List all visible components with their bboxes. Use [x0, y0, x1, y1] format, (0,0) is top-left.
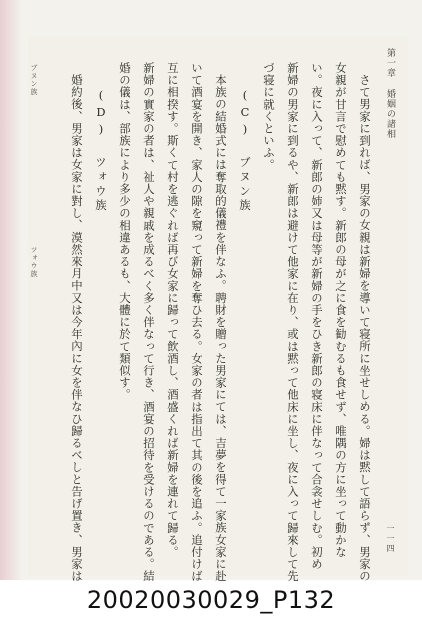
body-line: 新婦の實家の者は、祉人や親戚を成るべく多く伴なって行き、酒宴の招待を受けるのである。結 [142, 62, 156, 583]
body-line: さて男家に到れば、男家の女親は新婦を導いて寝所に坐せしめる。婦は黙して語らず、男家の [358, 74, 372, 583]
section-heading: (C) ブヌン族 [238, 88, 252, 214]
page-number: 一一四 [386, 524, 395, 554]
body-line: 互に相揆す。斯くて村を逃ぐれば再び女家に歸って飲酒し、酒盛くれば新婦を連れて歸る。 [166, 62, 180, 559]
body-line: 婚の儀は、部族により多少の相違あるも、大體に於て類似す。 [118, 62, 132, 401]
body-line: 本族の結婚式には奪取的儀禮を伴なふ。聘財を贈った男家にては、吉夢を得て一家族女家に赴 [214, 74, 228, 583]
margin-note: ブヌン族 [30, 64, 38, 96]
chapter-header: 第一章 婚姻の諸相 [385, 48, 395, 139]
body-line: 女親が甘言で慰めても黙す。新郎の母が之に食を勧むるも食せず、唯隅の方に坐って動かな [334, 62, 348, 559]
margin-note: ツォウ族 [30, 246, 38, 278]
body-line: づ寝に就くといふ。 [262, 62, 276, 171]
section-heading: (D) ツォウ族 [94, 88, 108, 214]
book-gutter [0, 0, 22, 580]
body-line: いて酒宴を開き、家人の隙を窺って新婦を奪ひ去る。女家の者は指出て其の後を追ふ。追付けば [190, 62, 204, 583]
body-line: 新婦の男家に到るや、新郎は避けて他家に在り、或は黙って他床に坐し、夜に入って歸來して先 [286, 62, 300, 583]
book-page [28, 36, 408, 583]
image-caption: 20020030029_P132 [86, 586, 336, 614]
body-line: い。夜に入って、新郎の姉又は母等が新婦の手をひき新郎の寝床に伴なって合衾せしむ。初め [310, 62, 324, 571]
body-line: 婚約後、男家は女家に對し、漠然來月中又は今年內に女を伴なひ歸るべしと告げ置き、男家は [70, 74, 84, 583]
